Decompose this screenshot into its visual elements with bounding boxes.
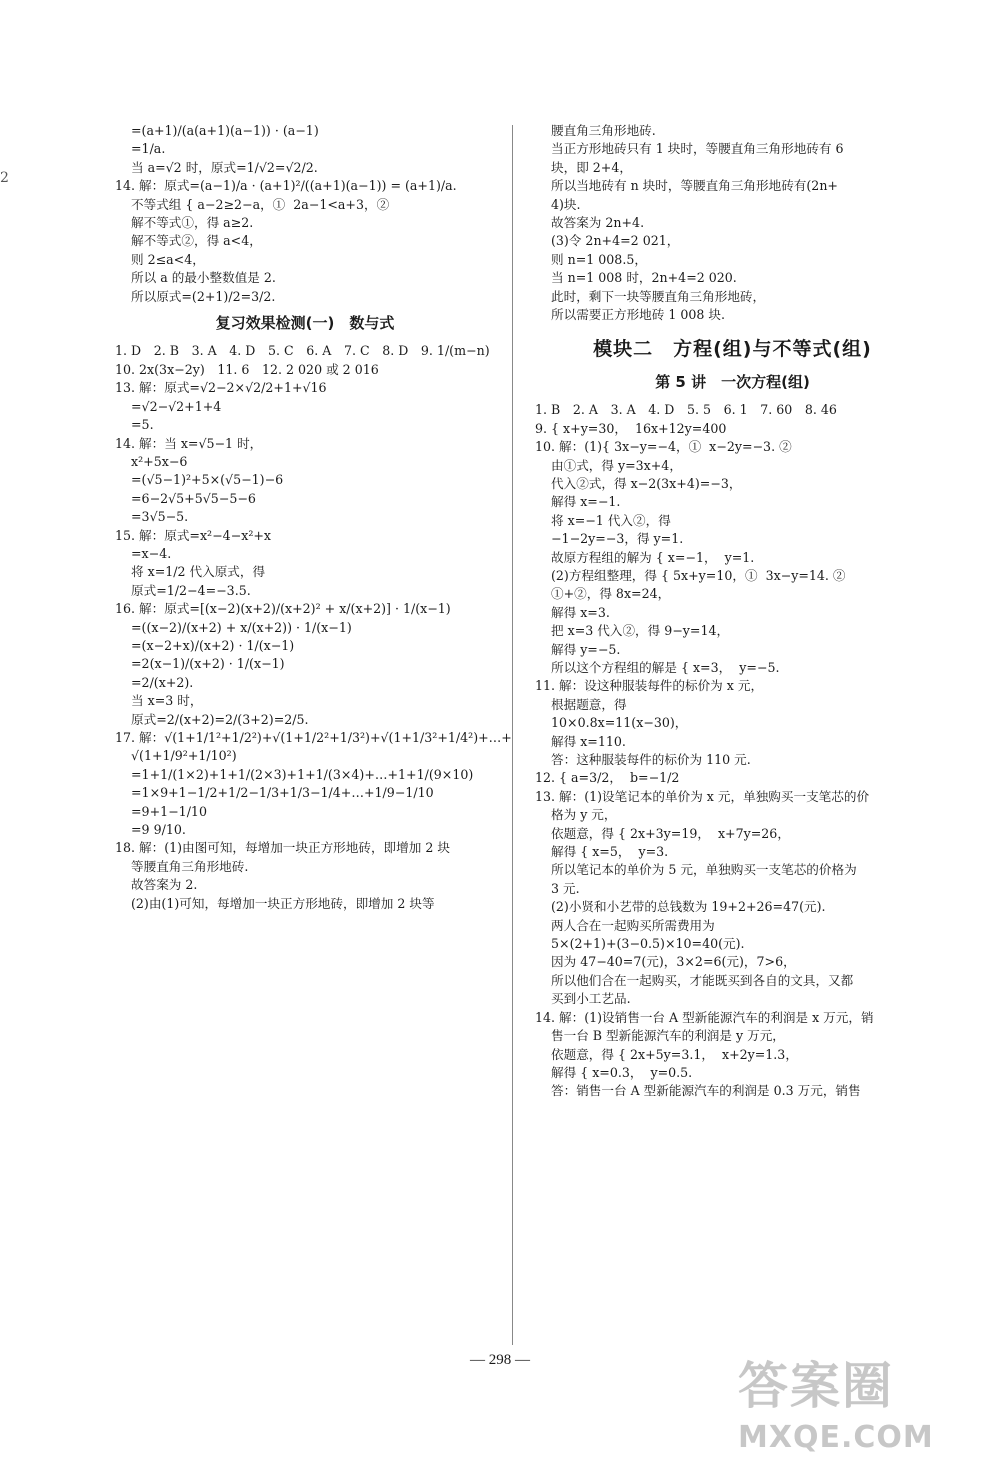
text-line: 13. 解：原式=√2−2×√2/2+1+√16 [115,380,327,396]
text-line: 当 a=√2 时，原式=1/√2=√2/2. [131,159,318,175]
text-line: 售一台 B 型新能源汽车的利润是 y 万元， [551,1028,785,1044]
text-line: 当 n=1 008 时，2n+4=2 020. [551,270,737,286]
text-line: 解不等式②，得 a<4， [131,233,262,249]
text-line: (2)方程组整理，得 { 5x+y=10，① 3x−y=14. ② [551,567,846,583]
text-line: 买到小工艺品. [551,991,631,1007]
text-line: 块，即 2+4， [551,159,632,175]
text-line: =√2−√2+1+4 [131,398,222,414]
text-line: 18. 解：(1)由图可知，每增加一块正方形地砖，即增加 2 块 [115,840,450,856]
text-line: 答：销售一台 A 型新能源汽车的利润是 0.3 万元，销售 [551,1083,861,1099]
text-line: √(1+1/9²+1/10²) [131,748,237,764]
text-line: 当 x=3 时， [131,693,203,709]
page-number: — 298 — [470,1352,530,1368]
text-line: =9 9/10. [131,822,186,838]
text-line: 此时，剩下一块等腰直角三角形地砖， [551,288,766,304]
text-line: =2(x−1)/(x+2) · 1/(x−1) [131,656,285,672]
section-title: 复习效果检测(一) 数与式 [215,314,395,333]
text-line: 解得 x=3. [551,604,610,620]
text-line: 将 x=1/2 代入原式，得 [131,564,266,580]
text-line: 把 x=3 代入②，得 9−y=14， [551,623,730,639]
column-divider [512,125,513,1345]
text-line: 4)块. [551,196,581,212]
watermark-top: 答案圈 [738,1357,894,1415]
text-line: =5. [131,417,154,433]
text-line: 10. 2x(3x−2y) 11. 6 12. 2 020 或 2 016 [115,361,379,377]
text-line: =1×9+1−1/2+1/2−1/3+1/3−1/4+…+1/9−1/10 [131,785,434,801]
watermark-bottom: MXQE.COM [738,1420,934,1455]
text-line: 14. 解：(1)设销售一台 A 型新能源汽车的利润是 x 万元，销 [535,1009,874,1025]
text-line: 14. 解：原式=(a−1)/a · (a+1)²/((a+1)(a−1)) = (a+1)/a. [115,178,457,194]
text-line: 等腰直角三角形地砖. [131,858,249,874]
text-line: 因为 47−40=7(元)，3×2=6(元)，7>6， [551,954,796,970]
text-line: 所以原式=(2+1)/2=3/2. [131,288,276,304]
right-lines-b [535,401,930,1100]
text-line: 解得 { x=5， y=3. [551,844,669,860]
text-line: (2)小贤和小艺带的总钱数为 19+2+26=47(元). [551,899,826,915]
text-line: 16. 解：原式=[(x−2)(x+2)/(x+2)² + x/(x+2)] · 1/(x−1) [115,601,451,617]
text-line: =(x−2+x)/(x+2) · 1/(x−1) [131,637,295,653]
right-column [535,122,930,1101]
text-line: 原式=2/(x+2)=2/(3+2)=2/5. [131,711,309,727]
text-line: 所以笔记本的单价为 5 元，单独购买一支笔芯的价格为 [551,862,857,878]
text-line: 答：这种服装每件的标价为 110 元. [551,752,751,767]
lecture-title: 第 5 讲 一次方程(组) [655,372,810,391]
text-line: =1+1/(1×2)+1+1/(2×3)+1+1/(3×4)+…+1+1/(9×10) [131,766,474,782]
text-line: =2/(x+2). [131,674,194,690]
text-line: 将 x=−1 代入②，得 [551,512,671,528]
text-line: (2)由(1)可知，每增加一块正方形地砖，即增加 2 块等 [131,895,435,911]
text-line: 9. { x+y=30， 16x+12y=400 [535,420,727,436]
text-line: 解得 { x=0.3， y=0.5. [551,1064,693,1080]
left-lines-b [115,342,512,913]
text-line: 解得 x=−1. [551,494,621,510]
text-line: 格为 y 元， [551,807,617,823]
text-line: 15. 解：原式=x²−4−x²+x [115,527,272,543]
text-line: 代入②式，得 x−2(3x+4)=−3， [551,475,742,491]
left-lines-a [115,122,495,306]
text-line: 解得 x=110. [551,733,626,749]
left-column [115,122,512,913]
text-line: ①+②，得 8x=24， [551,586,671,602]
text-line: 根据题意，得 [551,696,627,712]
text-line: 腰直角三角形地砖. [551,123,656,138]
text-line: =(√5−1)²+5×(√5−1)−6 [131,472,284,488]
text-line: 则 n=1 008.5， [551,251,647,267]
text-line: 两人合在一起购买所需费用为 [551,917,715,933]
text-line: 原式=1/2−4=−3.5. [131,582,251,598]
text-line: 当正方形地砖只有 1 块时，等腰直角三角形地砖有 6 [551,141,844,157]
text-line: (3)令 2n+4=2 021， [551,233,680,249]
text-line: 17. 解：√(1+1/1²+1/2²)+√(1+1/2²+1/3²)+√(1+1/3²+1/4²)+…+ [115,730,512,745]
text-line: =3√5−5. [131,509,189,525]
text-line: 所以需要正方形地砖 1 008 块. [551,307,726,323]
text-line: 由①式，得 y=3x+4， [551,457,682,473]
text-line: 10×0.8x=11(x−30)， [551,715,688,731]
text-line: 故原方程组的解为 { x=−1， y=1. [551,549,755,565]
text-line: 3 元. [551,880,580,896]
text-line: 解不等式①，得 a≥2. [131,215,254,231]
text-line: 依题意，得 { 2x+3y=19， x+7y=26， [551,825,790,841]
text-line: 1. B 2. A 3. A 4. D 5. 5 6. 1 7. 60 8. 46 [535,402,837,418]
text-line: −1−2y=−3，得 y=1. [551,531,684,547]
text-line: =((x−2)/(x+2) + x/(x+2)) · 1/(x−1) [131,619,352,635]
text-line: 故答案为 2. [131,877,198,893]
text-line: =9+1−1/10 [131,803,207,819]
text-line: x²+5x−6 [131,453,188,469]
text-line: 故答案为 2n+4. [551,215,645,231]
text-line: =x−4. [131,545,172,561]
text-line: 11. 解：设这种服装每件的标价为 x 元， [535,678,764,694]
right-lines-a [535,122,930,324]
text-line: 所以这个方程组的解是 { x=3， y=−5. [551,659,780,675]
text-line: 14. 解：当 x=√5−1 时， [115,435,263,451]
text-line: =6−2√5+5√5−5−6 [131,490,256,506]
watermark-logo [738,1346,988,1461]
text-line: 10. 解：(1){ 3x−y=−4，① x−2y=−3. ② [535,439,792,455]
text-line: =1/a. [131,141,166,157]
module-title: 模块二 方程(组)与不等式(组) [593,338,872,361]
text-line: 12. { a=3/2， b=−1/2 [535,770,680,786]
text-line: 13. 解：(1)设笔记本的单价为 x 元，单独购买一支笔芯的价 [535,788,870,804]
text-line: 不等式组 { a−2≥2−a，① 2a−1<a+3，② [131,196,390,212]
text-line: 依题意，得 { 2x+5y=3.1， x+2y=1.3， [551,1046,798,1062]
text-line: 所以他们合在一起购买，才能既买到各自的文具，又都 [551,972,854,988]
text-line: 所以当地砖有 n 块时，等腰直角三角形地砖有(2n+ [551,178,838,194]
text-line: =(a+1)/(a(a+1)(a−1)) · (a−1) [131,123,319,138]
text-line: 5×(2+1)+(3−0.5)×10=40(元). [551,936,745,952]
text-line: 所以 a 的最小整数值是 2. [131,270,276,286]
text-line: 则 2≤a<4， [131,251,205,267]
margin-mark: 2 [0,170,9,186]
text-line: 1. D 2. B 3. A 4. D 5. C 6. A 7. C 8. D 9. 1/(m−n) [115,343,490,359]
text-line: 解得 y=−5. [551,641,621,657]
